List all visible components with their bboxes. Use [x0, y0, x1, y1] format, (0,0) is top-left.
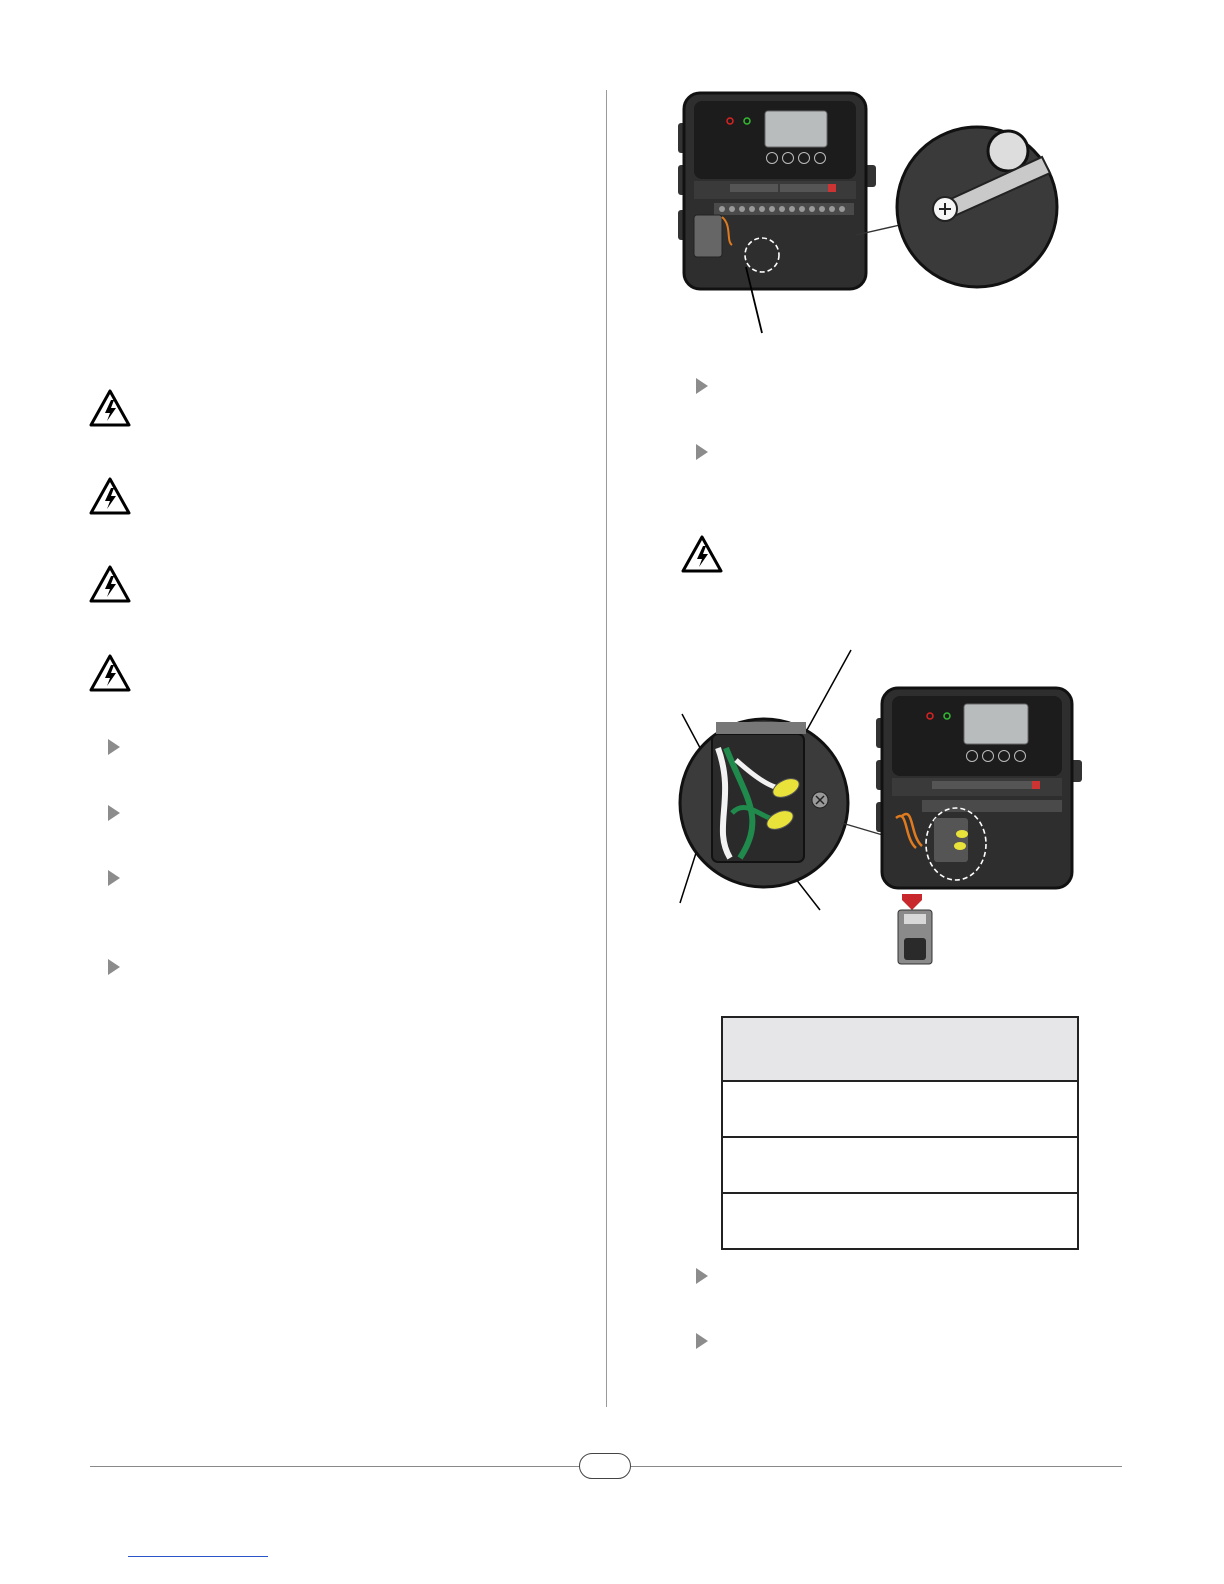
triangle-bullet-icon	[108, 805, 120, 821]
table-row	[722, 1081, 1078, 1137]
table-row	[722, 1137, 1078, 1193]
triangle-bullet-icon	[108, 870, 120, 886]
triangle-bullet-icon	[696, 378, 708, 394]
electrical-hazard-warning-icon	[89, 477, 131, 515]
table-row	[722, 1193, 1078, 1249]
electrical-hazard-warning-icon	[89, 565, 131, 603]
page-number-badge	[579, 1453, 631, 1479]
triangle-bullet-icon	[108, 959, 120, 975]
power-wiring-figure	[676, 648, 1096, 968]
electrical-hazard-warning-icon	[89, 654, 131, 692]
triangle-bullet-icon	[108, 739, 120, 755]
triangle-bullet-icon	[696, 444, 708, 460]
specification-table	[721, 1016, 1079, 1250]
triangle-bullet-icon	[696, 1268, 708, 1284]
footer-link-underline[interactable]	[128, 1556, 268, 1557]
controller-cover-screw-figure	[670, 85, 1070, 340]
electrical-hazard-warning-icon	[89, 389, 131, 427]
electrical-hazard-warning-icon	[681, 535, 723, 573]
triangle-bullet-icon	[696, 1333, 708, 1349]
table-header	[722, 1017, 1078, 1081]
column-divider	[606, 90, 607, 1407]
